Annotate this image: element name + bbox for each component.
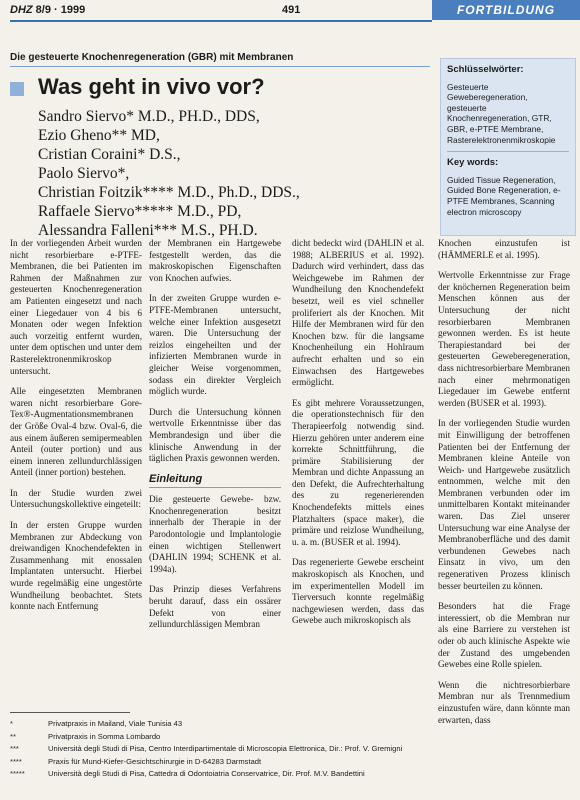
paragraph: Wertvolle Erkenntnisse zur Frage der knöchernen Regeneration beim Menschen können aus der Untersuchung der nicht resorbierbaren Membranen gewonnen werden. Es ist heute Therapiestandard bei der gesteuerten Geweberegeneration, dass nichtresorbierbare Membranen nach einer mehrmonatigen Liegedauer im Gewebe entfernt werden (BUSER et al. 1993). — [438, 270, 570, 408]
author: Sandro Siervo* M.D., PH.D., DDS, — [38, 108, 260, 125]
page-header — [0, 0, 580, 22]
section-heading: Einleitung — [149, 474, 281, 489]
paragraph: In der vorliegenden Arbeit wurden nicht resorbierbare e-PTFE-Membranen, die bei Patienten im Rahmen der Maßnahmen zur gesteuerten Knochenregeneration am Patienten eingesetzt und nach einer Liegedauer von 4 bis 6 Monaten oder wegen Infektion auch vorzeitig entfernt wurden, unter dem optischen und unter dem Rasterelektronenmikroskop untersucht. — [10, 238, 142, 376]
footnote-text: Università degli Studi di Pisa, Centro Interdipartimentale di Microscopia Elettronica, Dir.: Prof. V. Gremigni — [48, 744, 403, 754]
paragraph: Die gesteuerte Gewebe- bzw. Knochenregeneration besitzt innerhalb der Therapie in der Parodontologie und Implantologie einen wichtigen Stellenwert (DAHLIN 1994; SCHENK et al. 1994a). — [149, 494, 281, 574]
author: Cristian Coraini* D.S., — [38, 146, 181, 163]
footnote-text: Privatpraxis in Somma Lombardo — [48, 731, 161, 741]
paragraph: Das regenerierte Gewebe erscheint makroskopisch als Knochen, und im experimentellen Modell im Tierversuch konnte regelmäßig nachgewiesen werden, dass das Gewebe auch mikroskopisch als — [292, 557, 424, 626]
issue-label: 8/9 · 1999 — [35, 4, 86, 16]
journal-name: DHZ — [10, 4, 33, 16]
keywords-de-heading: Schlüsselwörter: — [447, 64, 524, 75]
footnote-text: Università degli Studi di Pisa, Cattedra di Odontoiatria Conservatrice, Dir. Prof. M.V. Bandettini — [48, 769, 365, 779]
paragraph: Durch die Untersuchung können wertvolle Erkenntnisse über das Membrandesign und über die klinische Anwendung in der täglichen Praxis gewonnen werden. — [149, 406, 281, 464]
paragraph: Besonders hat die Frage interessiert, ob die Membran nur als eine Barriere zu verstehen ist oder ob auch klinische Aspekte wie der Zustand des umgebenden Gewebes eine Rolle spielen. — [438, 601, 570, 670]
paragraph: In der Studie wurden zwei Untersuchungskollektive eingeteilt: — [10, 487, 142, 510]
footnote-rule — [10, 712, 130, 713]
paragraph: In der vorliegenden Studie wurden mit Einwilligung der betroffenen Patienten bei der Entfernung der Membranen kleine Anteile von Weich- und Hartgewebe zusätzlich entnommen, welche mit den Membranen verbunden oder im unmittelbaren Kontakt miteinander waren. Das Ziel unserer Untersuchung war eine Analyse der Membranoberfläche und des damit verbundenen Gewebes nach Einsatz in vivo, um den regenerativen Prozess klinisch besser beurteilen zu können. — [438, 418, 570, 591]
footnote — [10, 768, 430, 781]
title-marker — [10, 82, 24, 96]
paragraph: Das Prinzip dieses Verfahrens beruht darauf, dass ein ossärer Defekt von einer zellundurchlässigen Membran — [149, 584, 281, 630]
paragraph: Knochen einzustufen ist (HÄMMERLE et al. 1995). — [438, 238, 570, 260]
footnote-mark: * — [10, 719, 13, 728]
keywords-divider — [447, 151, 569, 152]
header-rule — [10, 20, 432, 22]
footnote — [10, 718, 430, 731]
author: Ezio Gheno** MD, — [38, 127, 160, 144]
keywords-de-text: Gesteuerte Geweberegeneration, gesteuerte Knochenregeneration, GTR, GBR, e-PTFE Membrane, Rasterelektronenmikroskopie — [447, 81, 556, 145]
author-list — [38, 107, 300, 240]
kicker-rule — [10, 66, 430, 67]
paragraph: der Membranen ein Hartgewebe festgestellt werden, das die makroskopischen Eigenschaften von Knochen aufwies. — [149, 238, 281, 283]
article-kicker: Die gesteuerte Knochenregeneration (GBR) mit Membranen — [10, 52, 294, 63]
footnote-mark: ***** — [10, 769, 25, 779]
footnote-mark: **** — [10, 756, 22, 766]
text-column-3 — [292, 238, 424, 636]
keywords-en-heading: Key words: — [447, 157, 499, 169]
page-number: 491 — [282, 4, 301, 16]
author: Raffaele Siervo***** M.D., PD, — [38, 203, 242, 220]
text-column-4 — [438, 238, 570, 735]
author: Paolo Siervo*, — [38, 165, 130, 182]
journal-issue — [10, 4, 85, 16]
footnote — [10, 756, 430, 769]
author: Christian Foitzik**** M.D., Ph.D., DDS., — [38, 184, 300, 201]
footnote — [10, 731, 430, 744]
keywords-box — [440, 58, 576, 236]
paragraph: In der zweiten Gruppe wurden e-PTFE-Membranen untersucht, welche einer Infektion ausgesetzt waren. Die Untersuchung der reizlos eingeheilten und der infizierten Membranen wurde in gleicher Weise vorgenommen, sodass ein direkter Vergleich möglich wurde. — [149, 293, 281, 397]
text-column-2 — [149, 238, 281, 640]
footnote-mark: *** — [10, 744, 19, 754]
paragraph: Es gibt mehrere Voraussetzungen, die operationstechnisch für den Therapieerfolg notwendig sind. Hierzu gehören unter anderem eine korrekte Schnittführung, die primäre Stabilisierung der Membran und dichte Anpassung an den Defekt, die Aufrechterhaltung des zu regenerierenden Knochendefekts mittels eines Platzhalters (space maker), die primäre und reizlose Wundheilung, u. a. m. (BUSER et al. 1994). — [292, 397, 424, 547]
footnote-text: Praxis für Mund-Kiefer-Gesichtschirurgie in D-64283 Darmstadt — [48, 756, 262, 766]
footnote — [10, 743, 430, 756]
paragraph: Wenn die nichtresorbierbare Membran nur als Trennmedium einzustufen wäre, dann könnte man erwarten, dass — [438, 679, 570, 725]
article-title: Was geht in vivo vor? — [38, 74, 265, 99]
footnotes — [10, 718, 430, 781]
paragraph: dicht bedeckt wird (DAHLIN et al. 1988; ALBERIUS et al. 1992). Dadurch wird verhindert, dass das Weichgewebe im Rahmen der Wundheilung den Knochendefekt besetzt, weil es viel schneller proliferiert als der Knochen. Mit Hilfe der Membranen wird für den Knochen bzw. für die langsame Knochenheilung ein Hohlraum aufrecht erhalten und so ein Einwachsen des Hartgewebes ermöglicht. — [292, 238, 424, 388]
text-column-1 — [10, 238, 142, 622]
footnote-mark: ** — [10, 731, 16, 741]
author: Alessandra Falleni*** M.S., PH.D. — [38, 222, 258, 239]
section-rubric: FORTBILDUNG — [432, 0, 580, 20]
paragraph: Alle eingesetzten Membranen waren nicht resorbierbare Gore-Tex®-Augmentationsmembranen der Größe Oval-4 bzw. Oval-6, die aus einem äußeren semipermeablen Anteil (outer portion) und aus einem inneren zellundurchlässigen Anteil (inner portion) bestehen. — [10, 386, 142, 478]
keywords-en-text: Guided Tissue Regeneration, Guided Bone Regeneration, e-PTFE Membranes, Scanning electron microscopy — [447, 174, 561, 217]
footnote-text: Privatpraxis in Mailand, Viale Tunisia 43 — [48, 719, 183, 728]
paragraph: In der ersten Gruppe wurden Membranen zur Abdeckung von dreiwandigen Knochendefekten in Zusammenhang mit enossalen Implantaten untersucht. Hierbei wurde regelmäßig eine ungestörte Wundheilung beobachtet. Stets konnte nach Entfernung — [10, 520, 142, 612]
